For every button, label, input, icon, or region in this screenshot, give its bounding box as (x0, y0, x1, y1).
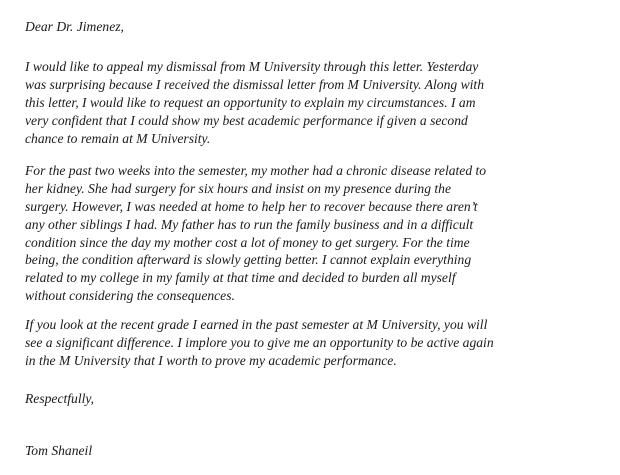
paragraph-line: related to my college in my family at that time and decided to burden all myself (25, 270, 456, 286)
paragraph-line: condition since the day my mother cost a lot of money to get surgery. For the time (25, 234, 470, 250)
paragraph-line: this letter, I would like to request an opportunity to explain my circumstances. I am (25, 94, 476, 110)
closing (25, 390, 94, 408)
signature-name: Tom Shaneil (25, 443, 93, 458)
salutation-text: Dear Dr. Jimenez, (25, 19, 124, 34)
paragraph-line: being, the condition afterward is slowly getting better. I cannot explain everything (25, 252, 472, 268)
paragraph-line: was surprising because I received the dismissal letter from M University. Along with (25, 76, 484, 92)
paragraph-line: I would like to appeal my dismissal from M University through this letter. Yesterday (25, 59, 479, 74)
paragraph-line: in the M University that I worth to prove my academic performance. (25, 352, 397, 368)
closing-text: Respectfully, (25, 391, 95, 406)
paragraph-line: without considering the consequences. (25, 288, 235, 304)
paragraph-2 (25, 162, 486, 305)
paragraph-line: very confident that I could show my best academic performance if given a second (25, 112, 468, 128)
paragraph-line: For the past two weeks into the semester, my mother had a chronic disease related to (25, 163, 487, 178)
salutation (25, 18, 124, 36)
paragraph-line: see a significant difference. I implore you to give me an opportunity to be active again (25, 334, 494, 350)
paragraph-3 (25, 316, 494, 370)
paragraph-line: her kidney. She had surgery for six hours and insist on my presence during the (25, 180, 452, 196)
signature (25, 442, 92, 460)
paragraph-line: If you look at the recent grade I earned in the past semester at M University, you will (25, 317, 488, 332)
paragraph-1 (25, 58, 484, 147)
paragraph-line: chance to remain at M University. (25, 130, 211, 146)
paragraph-line: any other siblings I had. My father has to run the family business and in a difficult (25, 216, 474, 232)
paragraph-line: surgery. However, I was needed at home to help her to recover because there aren’t (25, 198, 478, 214)
